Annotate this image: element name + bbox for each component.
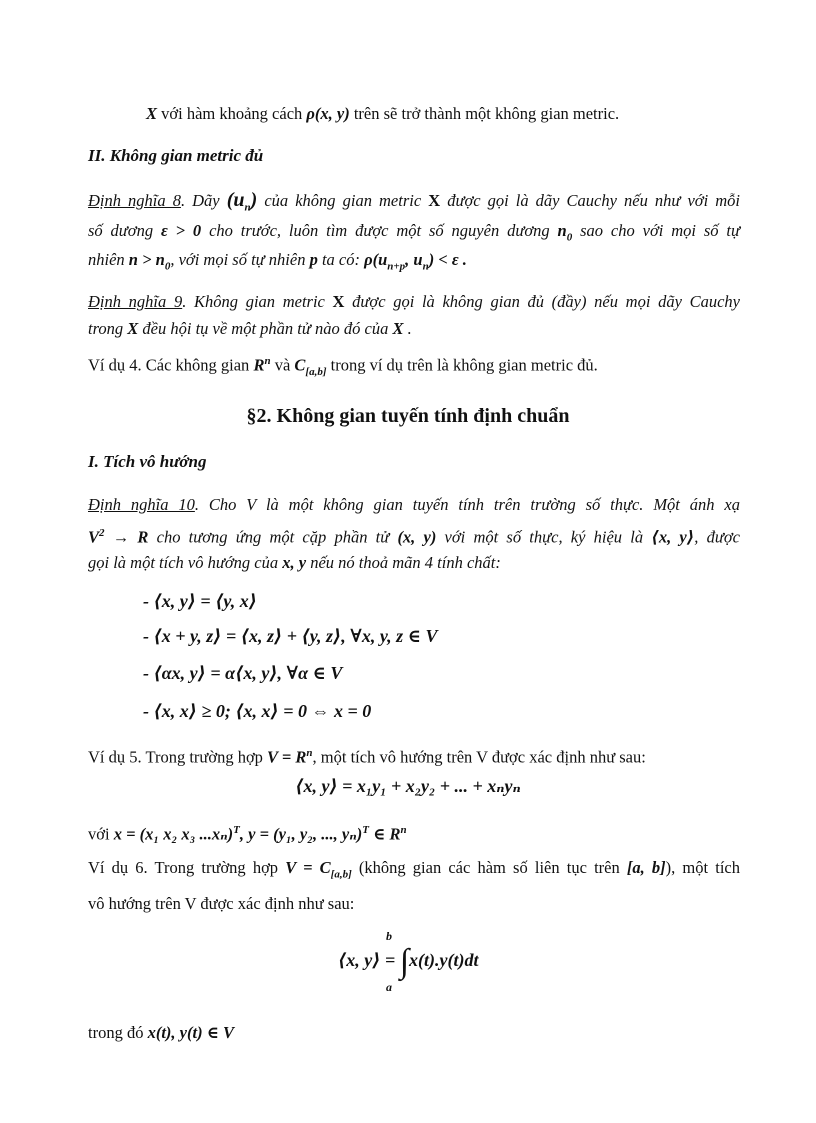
integral-formula: ⟨x, y⟩ = ∫x(t).y(t)dt [338, 943, 479, 980]
def8-line1: Định nghĩa 8. Dãy $(u_n)$ của không gian metric X được gọi là dãy Cauchy nếu như với mỗi [88, 189, 740, 214]
property-positivity: - ⟨x, x⟩ ≥ 0; ⟨x, x⟩ = 0 ⇔ x = 0 [143, 701, 372, 721]
metric-space-sentence: X với hàm khoảng cách ρ(x, y) trên sẽ trở thành một không gian metric. [146, 104, 620, 123]
def8-line2: số dương ε > 0 cho trước, luôn tìm được một số nguyên dương $n_0$ sao cho với mọi số tự [88, 221, 740, 244]
def9-label: Định nghĩa 9 [88, 292, 183, 311]
example5: Ví dụ 5. Trong trường hợp $V = R^n$, một tích vô hướng trên V được xác định như sau: [88, 747, 646, 767]
integral-lower-bound: a [386, 980, 392, 994]
def8-line3: nhiên $n > n_0$, với mọi số tự nhiên p ta có: $\rho(u_{n+p}$, $u_n) < \varepsilon$ . [88, 250, 467, 273]
heading-complete-metric-space: II. Không gian metric đủ [88, 146, 264, 165]
property-additivity: - ⟨x + y, z⟩ = ⟨x, z⟩ + ⟨y, z⟩, ∀x, y, z ∈ V [143, 626, 438, 646]
def8-label: Định nghĩa 8 [88, 191, 181, 210]
def10-line1: Định nghĩa 10. Cho V là một không gian tuyến tính trên trường số thực. Một ánh xạ [88, 495, 740, 514]
example5-formula: ⟨x, y⟩ = x₁y₁ + x₂y₂ + ... + xₙyₙ [295, 776, 521, 796]
def9-line2: trong X đều hội tụ về một phần tử nào đó của X . [88, 319, 412, 338]
integral-sign: ∫ [399, 943, 410, 980]
property-homogeneity: - ⟨αx, y⟩ = α⟨x, y⟩, ∀α ∈ V [143, 663, 343, 683]
section-2-title: §2. Không gian tuyến tính định chuẩn [246, 405, 570, 427]
example6-line2: vô hướng trên V được xác định như sau: [88, 894, 355, 913]
def9-line1: Định nghĩa 9. Không gian metric X được gọi là không gian đủ (đầy) nếu mọi dãy Cauchy [88, 292, 740, 311]
integral-upper-bound: b [386, 929, 392, 943]
property-symmetry: - ⟨x, y⟩ = ⟨y, x⟩ [143, 591, 257, 611]
def10-line3: gọi là một tích vô hướng của x, y nếu nó thoả mãn 4 tính chất: [88, 553, 501, 572]
example6-where: trong đó x(t), y(t) ∈ V [88, 1023, 235, 1042]
def10-line2: $V^2 \to R$ cho tương ứng một cặp phần tử (x, y) với một số thực, ký hiệu là ⟨x, y⟩, được [88, 527, 740, 547]
heading-inner-product: I. Tích vô hướng [88, 452, 207, 471]
example6-line1: Ví dụ 6. Trong trường hợp $V = C_{[a,b]}$ (không gian các hàm số liên tục trên [a, b]), một tích [88, 858, 740, 881]
example5-vectors: với x = (x₁ x₂ x₃ ...xₙ)$^T$, y = (y₁, y₂, ..., yₙ)$^T$ ∈ $R^n$ [88, 824, 407, 844]
def10-label: Định nghĩa 10 [88, 495, 195, 514]
example4: Ví dụ 4. Các không gian $R^n$ và $C_{[a,b]}$ trong ví dụ trên là không gian metric đủ. [88, 355, 598, 378]
